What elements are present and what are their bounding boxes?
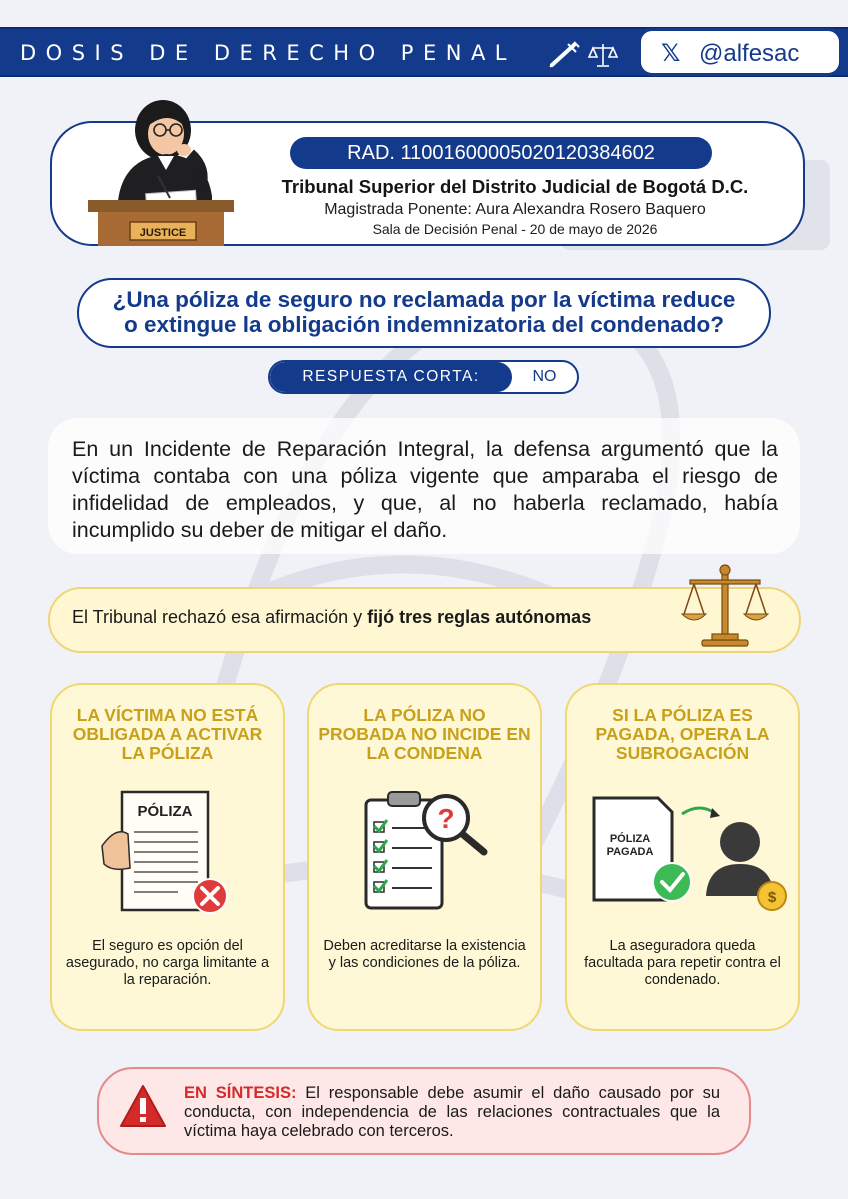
rule-title-2: LA PÓLIZA NO PROBADA NO INCIDE EN LA CONDENA xyxy=(318,705,531,763)
policy-label: PÓLIZA xyxy=(137,803,193,820)
short-answer-pill xyxy=(268,360,579,394)
synthesis-body: El responsable debe asumir el daño causado por su conducta, con independencia de las relaciones contractuales que la víctima haya celebrado con terceros. xyxy=(184,1084,721,1140)
desk-sign: JUSTICE xyxy=(139,227,187,239)
twitter-handle: @alfesac xyxy=(699,40,800,67)
case-radicado: RAD. 11001600005020120384602 xyxy=(290,137,712,169)
synthesis-text xyxy=(184,1084,720,1141)
rule-title-3: SI LA PÓLIZA ES PAGADA, OPERA LA SUBROGACIÓN xyxy=(595,705,770,763)
close-icon xyxy=(193,879,227,913)
question-text xyxy=(90,287,758,337)
paid-policy-label-1: PÓLIZA xyxy=(609,833,651,845)
x-logo-icon: 𝕏 xyxy=(661,39,681,67)
twitter-handle-badge[interactable] xyxy=(638,28,842,76)
paid-policy-subrogation-illustration xyxy=(588,796,798,916)
syringe-icon xyxy=(550,42,579,67)
scales-icon xyxy=(680,562,770,654)
context-paragraph: En un Incidente de Reparación Integral, la defensa argumentó que la víctima contaba con una póliza vigente que amparaba el riesgo de infidelidad de empleados, y que, al no haberla reclamado, había incumplido su deber de mitigar el daño. xyxy=(72,437,778,542)
ruling-text xyxy=(72,607,591,628)
svg-text:$: $ xyxy=(767,889,777,906)
scales-icon xyxy=(589,44,617,66)
syringe-scales-icons xyxy=(548,40,628,70)
court-name: Tribunal Superior del Distrito Judicial de Bogotá D.C. xyxy=(281,176,749,197)
ruling-emphasis: fijó tres reglas autónomas xyxy=(367,607,592,627)
short-answer-label: RESPUESTA CORTA: xyxy=(270,362,512,392)
rule-desc-1: El seguro es opción del asegurado, no carga limitante a la reparación. xyxy=(65,938,270,988)
rule-desc-3: La aseguradora queda facultada para repetir contra el condenado. xyxy=(584,938,781,988)
judge-illustration xyxy=(88,96,238,246)
ruling-intro: El Tribunal rechazó esa afirmación y xyxy=(72,607,368,627)
short-answer-value: NO xyxy=(532,368,557,385)
paid-policy-label-2: PAGADA xyxy=(606,846,654,858)
rule-desc-2: Deben acreditarse la existencia y las condiciones de la póliza. xyxy=(323,938,526,971)
policy-document-illustration xyxy=(98,788,238,924)
header-title: DOSIS DE DERECHO PENAL xyxy=(20,41,517,65)
rule-title-1: LA VÍCTIMA NO ESTÁ OBLIGADA A ACTIVAR LA PÓLIZA xyxy=(72,705,263,763)
svg-text:?: ? xyxy=(437,803,455,834)
question-line-2: o extingue la obligación indemnizatoria del condenado? xyxy=(123,312,725,337)
checkmark-icon xyxy=(653,863,691,901)
decision-date: Sala de Decisión Penal - 20 de mayo de 2026 xyxy=(372,221,658,237)
synthesis-label: EN SÍNTESIS: xyxy=(184,1084,297,1102)
clipboard-checklist-illustration xyxy=(360,788,500,914)
warning-icon xyxy=(119,1084,167,1130)
judge-name: Magistrada Ponente: Aura Alexandra Rosero Baquero xyxy=(324,201,706,218)
coin-icon xyxy=(758,882,786,910)
question-line-1: ¿Una póliza de seguro no reclamada por la víctima reduce xyxy=(112,287,736,312)
